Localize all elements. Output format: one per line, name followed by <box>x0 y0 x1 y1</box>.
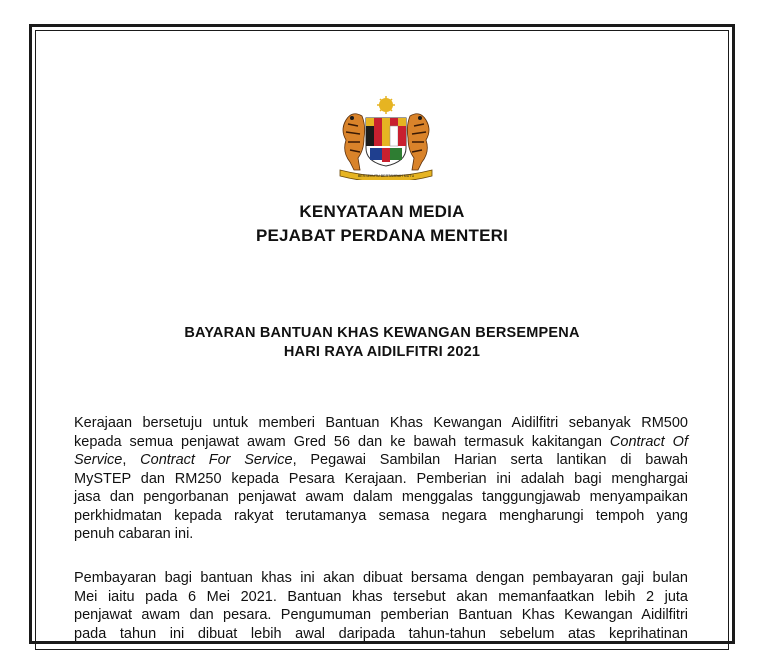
paragraph-line: jasa dan pengorbanan penjawat awam dalam menggalas tanggungjawab menyampaikan <box>74 489 688 505</box>
title-line-1: BAYARAN BANTUAN KHAS KEWANGAN BERSEMPENA <box>184 325 580 341</box>
left-tiger-icon <box>343 114 365 170</box>
title-line-2: HARI RAYA AIDILFITRI 2021 <box>283 344 481 360</box>
paragraph-line: perkhidmatan kepada rakyat terutamanya semasa negara mengharungi tempoh yang <box>74 507 688 524</box>
paragraph-line: penjawat awam dan pesara. Pengumuman pemberian Bantuan Khas Kewangan Aidilfitri <box>74 607 688 623</box>
star-icon <box>377 96 395 114</box>
italic-text: Contract For Service <box>140 452 293 468</box>
paragraph-line <box>74 433 688 452</box>
paragraph-2 <box>74 569 688 643</box>
text-span: kepada semua penjawat awam Gred 56 dan ke bawah termasuk kakitangan <box>74 433 610 450</box>
italic-text: Service <box>74 452 123 468</box>
shield-icon <box>366 118 406 166</box>
paragraph-1 <box>74 414 688 544</box>
paragraph-line: MySTEP dan RM250 kepada Pesara Kerajaan. Pemberian ini adalah bagi menghargai <box>74 470 688 487</box>
motto-text: BERSEKUTU BERTAMBAH MUTU <box>357 174 415 178</box>
media-statement-heading: KENYATAAN MEDIA <box>299 202 465 221</box>
text-span: , Pegawai Sambilan Harian serta lantikan di bawah <box>292 452 688 468</box>
italic-text: Contract Of <box>609 433 688 450</box>
paragraph-line: Pembayaran bagi bantuan khas ini akan dibuat bersama dengan pembayaran gaji bulan <box>74 570 688 586</box>
office-heading: PEJABAT PERDANA MENTERI <box>255 226 509 245</box>
paragraph-line: pada tahun ini dibuat lebih awal daripada tahun-tahun sebelum atas keprihatinan <box>74 625 688 642</box>
paragraph-line <box>74 451 688 470</box>
text-span: , <box>122 452 141 468</box>
paragraph-line: Kerajaan bersetuju untuk memberi Bantuan Khas Kewangan Aidilfitri sebanyak RM500 <box>74 415 688 431</box>
paragraph-line: penuh cabaran ini. <box>74 526 194 542</box>
motto-scroll <box>340 170 432 180</box>
coat-of-arms-icon <box>332 96 440 180</box>
paragraph-line: Mei iaitu pada 6 Mei 2021. Bantuan khas tersebut akan memanfaatkan lebih 2 juta <box>74 588 688 605</box>
right-tiger-icon <box>407 114 429 170</box>
